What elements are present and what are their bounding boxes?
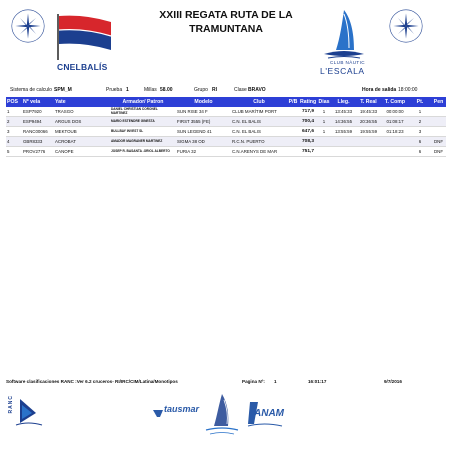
results-table	[6, 97, 446, 157]
table-row	[6, 147, 446, 157]
cell-lleg	[331, 147, 356, 157]
cell-vela: PROV2776	[22, 147, 54, 157]
cell-lleg: 14:36:55	[331, 117, 356, 127]
table-row	[6, 117, 446, 127]
club-nautic-label: CLUB NÀUTIC	[330, 60, 366, 65]
col-header-lleg[interactable]: Lleg.	[331, 97, 356, 107]
col-header-yate[interactable]: Yate	[54, 97, 110, 107]
tausmar-logo: tausmar	[164, 404, 200, 414]
col-header-pos[interactable]: POS	[6, 97, 22, 107]
cell-pos: 3	[6, 127, 22, 137]
title-line-1: XXIII REGATA RUTA DE LA	[159, 9, 293, 21]
pagina-label: Pagina Nº:	[242, 379, 265, 384]
cell-yate: MEKTOUB	[54, 127, 110, 137]
club-name-el-balis: CNELBALÍS	[57, 62, 108, 72]
table-row	[6, 107, 446, 117]
cell-dias: 1	[317, 107, 331, 117]
software-version: Software clasificaciones RANC :Ver 6.2 cruceros- RI/IRC/CIM/Latina/Monotipos	[6, 379, 178, 384]
cell-rating: 647,6	[299, 127, 317, 137]
cell-lleg: 13:55:59	[331, 127, 356, 137]
sponsor-sail-logo	[202, 392, 242, 438]
col-header-pen[interactable]: Pen	[431, 97, 446, 107]
col-header-pt[interactable]: Pt.	[409, 97, 431, 107]
cell-modelo: FIRST 3555 (FE)	[176, 117, 231, 127]
club-nautic-escala-logo	[318, 8, 370, 66]
cell-yate: ARGUS DOS	[54, 117, 110, 127]
cell-treal: 19:55:59	[356, 127, 381, 137]
cell-pb	[287, 137, 299, 147]
cell-dias	[317, 147, 331, 157]
cell-armador: BULLBAY INVEST SL	[110, 127, 176, 137]
prueba-label: Prueba	[106, 87, 123, 93]
cell-vela: ESP9494	[22, 117, 54, 127]
cell-armador: DANIEL CHRISTIAN CORONEL MARTINEZ	[110, 107, 176, 117]
cell-rating: 751,7	[299, 147, 317, 157]
cell-club: R.C.N. PUERTO	[231, 137, 287, 147]
cell-armador: JOSEP R. BASANTA -ORIOL ALBERTO	[110, 147, 176, 157]
cell-rating: 700,4	[299, 117, 317, 127]
cell-pen	[431, 127, 446, 137]
cell-pt: 1	[409, 107, 431, 117]
cell-armador: MARIO ESTENDRE GINESTA	[110, 117, 176, 127]
cell-yate: ACROBAT	[54, 137, 110, 147]
cell-modelo: FURIA 32	[176, 147, 231, 157]
cell-pt: 3	[409, 127, 431, 137]
col-header-pb[interactable]: P/B	[288, 99, 298, 105]
cell-dias	[317, 137, 331, 147]
cell-pen: DNF	[431, 137, 446, 147]
cell-pt: 6	[409, 137, 431, 147]
cell-treal: 19:45:33	[356, 107, 381, 117]
print-date: 9/7/2016	[384, 379, 402, 384]
col-header-rating[interactable]: Rating	[300, 99, 317, 105]
col-header-modelo[interactable]: Modelo	[176, 97, 231, 107]
cell-tcomp: 01:08:17	[381, 117, 409, 127]
cell-treal	[356, 147, 381, 157]
cell-dias: 1	[317, 117, 331, 127]
cell-club: CLUB MARÍTIM PORT	[231, 107, 287, 117]
cell-pb	[287, 147, 299, 157]
race-meta-row	[6, 85, 446, 95]
footer-info-row	[6, 379, 446, 389]
col-header-treal[interactable]: T. Real	[356, 97, 381, 107]
cell-treal: 20:36:55	[356, 117, 381, 127]
cell-lleg	[331, 137, 356, 147]
col-header-dias[interactable]: Dias	[318, 99, 330, 105]
tausmar-mark-icon	[152, 405, 164, 415]
col-header-vela[interactable]: Nº vela	[22, 97, 54, 107]
col-header-club[interactable]: Club	[231, 97, 287, 107]
prueba-value: 1	[126, 87, 129, 93]
cell-modelo: SUN LEGEND 41	[176, 127, 231, 137]
title-line-2: TRAMUNTANA	[189, 23, 263, 35]
cell-tcomp	[381, 147, 409, 157]
cell-pb	[287, 117, 299, 127]
col-header-armador[interactable]: Armador/ Patron	[110, 97, 176, 107]
col-header-tcomp[interactable]: T. Comp	[381, 97, 409, 107]
cell-vela: ESP7920	[22, 107, 54, 117]
cell-pos: 4	[6, 137, 22, 147]
clase-value: BRAVO	[248, 87, 266, 93]
cell-vela: GBR8333	[22, 137, 54, 147]
cell-yate: TRASGO	[54, 107, 110, 117]
cell-dias: 1	[317, 127, 331, 137]
cell-pen	[431, 107, 446, 117]
cell-pen	[431, 117, 446, 127]
cell-club: C.N. EL BALIS	[231, 117, 287, 127]
cell-pos: 2	[6, 117, 22, 127]
cell-vela: RANC00066	[22, 127, 54, 137]
cell-armador: AMADOR MAGRANER MARTINEZ	[110, 137, 176, 147]
millas-label: Millas	[144, 87, 157, 93]
print-time: 16:01:17	[308, 379, 327, 384]
cell-pb	[287, 107, 299, 117]
cell-modelo: SUN RISE 34 F	[176, 107, 231, 117]
sistema-label: Sistema de calculo	[10, 87, 52, 93]
ruta-tramuntana-logo-left	[10, 8, 46, 44]
cell-rating: 708,3	[299, 137, 317, 147]
cell-tcomp: 00:00:00	[381, 107, 409, 117]
cell-pos: 1	[6, 107, 22, 117]
sistema-value: SPM_M	[54, 87, 72, 93]
grupo-value: RI	[212, 87, 217, 93]
cell-tcomp: 01:18:23	[381, 127, 409, 137]
table-header-row	[6, 97, 446, 107]
table-row	[6, 127, 446, 137]
cell-pb	[287, 127, 299, 137]
ruta-tramuntana-logo-right	[388, 8, 424, 44]
cell-rating: 717,9	[299, 107, 317, 117]
grupo-label: Grupo	[194, 87, 208, 93]
cell-pen: DNF	[431, 147, 446, 157]
millas-value: 58.00	[160, 87, 173, 93]
hora-label: Hora de salida	[362, 87, 397, 93]
cell-yate: CANOPE	[54, 147, 110, 157]
cell-tcomp	[381, 137, 409, 147]
escala-label: L'ESCALA	[320, 66, 365, 76]
page-title	[124, 8, 328, 36]
cell-modelo: SIGMA 38 OD	[176, 137, 231, 147]
cell-club: C.N. EL BALIS	[231, 127, 287, 137]
cell-pt: 6	[409, 147, 431, 157]
cell-treal	[356, 137, 381, 147]
cell-pt: 2	[409, 117, 431, 127]
clase-label: Clase	[234, 87, 247, 93]
cell-lleg: 13:45:33	[331, 107, 356, 117]
table-row	[6, 137, 446, 147]
cell-pos: 5	[6, 147, 22, 157]
pagina-value: 1	[274, 379, 277, 384]
hora-value: 18:00:00	[398, 87, 418, 93]
cell-club: C.N.ARENYS DE MAR	[231, 147, 287, 157]
ranc-logo-text: RANC	[8, 395, 14, 414]
anam-logo-text: ANAM	[254, 408, 284, 419]
